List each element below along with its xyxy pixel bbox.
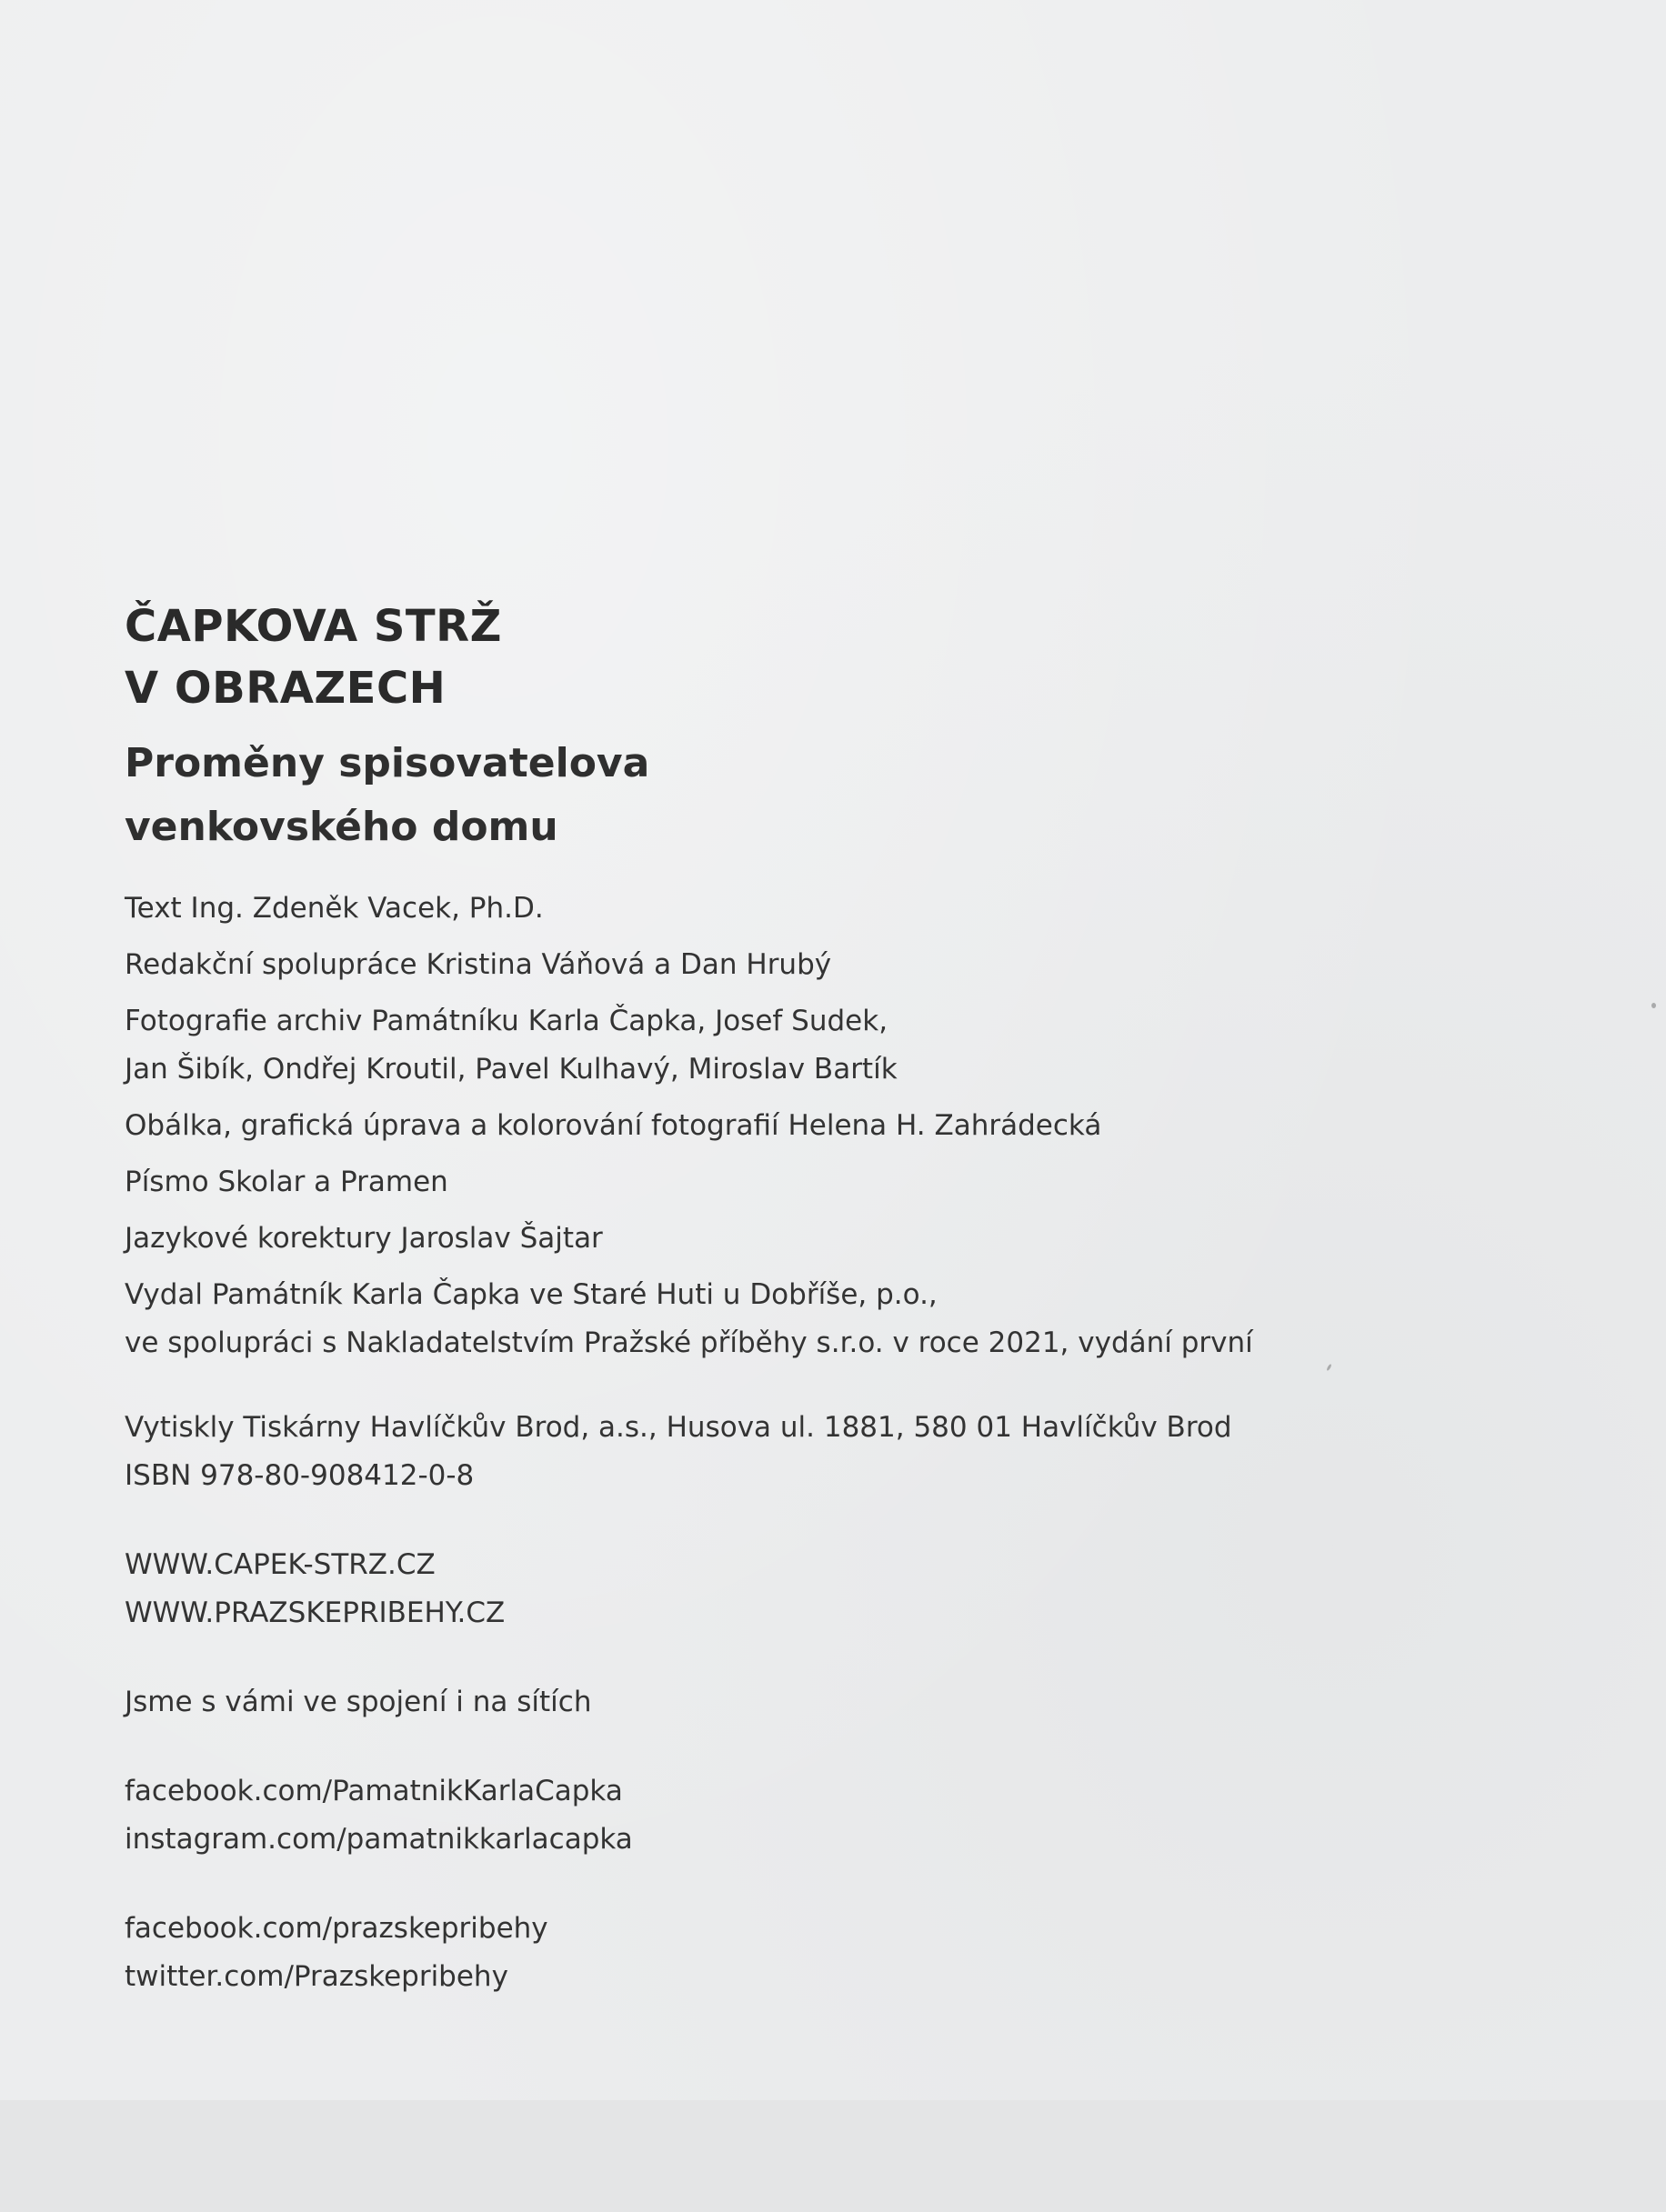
credit-proofreading: Jazykové korektury Jaroslav Šajtar (125, 1222, 603, 1255)
facebook-pp-link: facebook.com/prazskepribehy (125, 1912, 548, 1945)
website-capek-strz: WWW.CAPEK-STRZ.CZ (125, 1548, 436, 1581)
credit-cover: Obálka, grafická úprava a kolorování fotografií Helena H. Zahrádecká (125, 1109, 1102, 1142)
social-links-pp (125, 1905, 1489, 2001)
credit-editorial: Redakční spolupráce Kristina Váňová a Dan Hrubý (125, 948, 832, 981)
credit-publisher-line-1: Vydal Památník Karla Čapka ve Staré Huti u Dobříše, p.o., (125, 1278, 938, 1311)
credit-photos-line-1: Fotografie archiv Památníku Karla Čapka, Josef Sudek, (125, 1005, 888, 1037)
credit-publisher-line-2: ve spolupráci s Nakladatelstvím Pražské příběhy s.r.o. v roce 2021, vydání první (125, 1326, 1253, 1359)
instagram-pkc-link: instagram.com/pamatnikkarlacapka (125, 1823, 633, 1856)
spacer (125, 1500, 1489, 1541)
spacer (125, 1367, 1489, 1404)
printer-info: Vytiskly Tiskárny Havlíčkův Brod, a.s., Husova ul. 1881, 580 01 Havlíčkův Brod (125, 1411, 1232, 1444)
printing-info (125, 1404, 1489, 1500)
website-list (125, 1541, 1489, 1637)
book-subtitle (125, 732, 1489, 859)
credit-font: Písmo Skolar a Pramen (125, 1166, 448, 1198)
imprint-block (125, 596, 1489, 2001)
social-intro: Jsme s vámi ve spojení i na sítích (125, 1686, 592, 1718)
twitter-pp-link: twitter.com/Prazskepribehy (125, 1960, 508, 1993)
spacer (125, 1637, 1489, 1678)
title-line-1: ČAPKOVA STRŽ (125, 601, 502, 652)
social-links-pkc (125, 1767, 1489, 1864)
paper-speck (1651, 1003, 1656, 1008)
facebook-pkc-link: facebook.com/PamatnikKarlaCapka (125, 1775, 623, 1807)
title-line-2: V OBRAZECH (125, 663, 447, 714)
page-bottom-strip (0, 2100, 1666, 2212)
website-prazske-pribehy: WWW.PRAZSKEPRIBEHY.CZ (125, 1596, 506, 1629)
spacer (125, 1727, 1489, 1767)
credit-photos-line-2: Jan Šibík, Ondřej Kroutil, Pavel Kulhavý, Miroslav Bartík (125, 1053, 898, 1086)
subtitle-line-2: venkovského domu (125, 804, 558, 850)
book-title (125, 596, 1489, 719)
credits-list (125, 885, 1489, 1367)
spacer (125, 1864, 1489, 1905)
isbn: ISBN 978-80-908412-0-8 (125, 1459, 475, 1492)
credit-text: Text Ing. Zdeněk Vacek, Ph.D. (125, 892, 544, 925)
subtitle-line-1: Proměny spisovatelova (125, 740, 650, 786)
